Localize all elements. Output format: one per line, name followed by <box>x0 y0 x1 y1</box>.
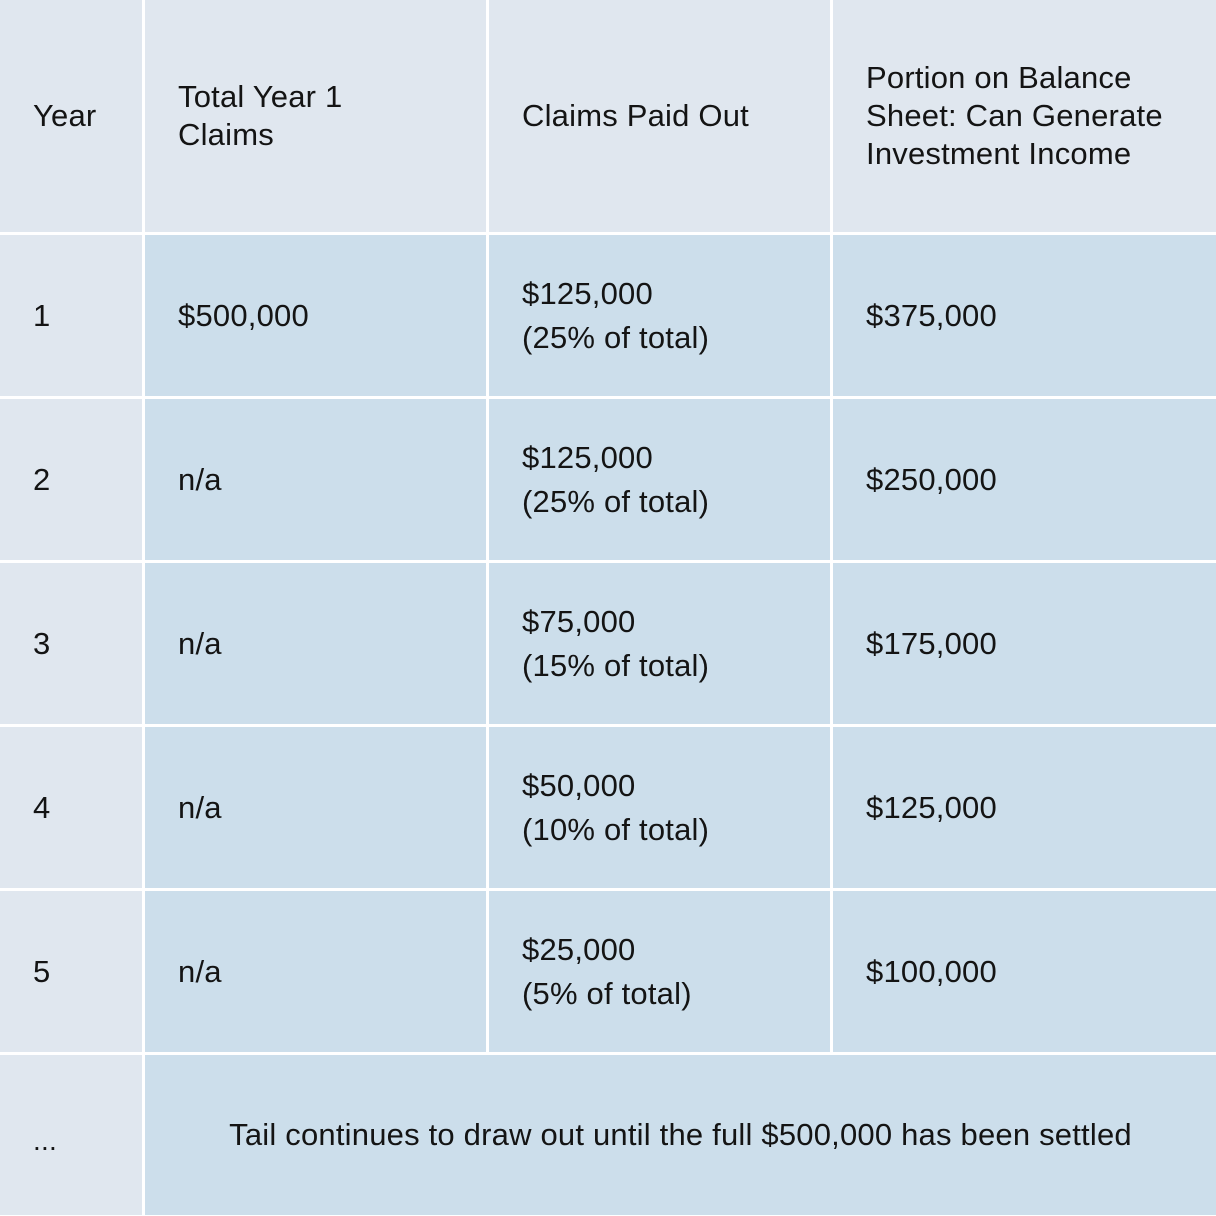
row-5-paid <box>489 891 830 1052</box>
row-3-total: n/a <box>145 563 486 724</box>
header-portion-line-2: Sheet: Can Generate <box>866 98 1163 133</box>
header-total-line-2: Claims <box>178 117 274 152</box>
row-1-paid-pct: (25% of total) <box>522 319 710 355</box>
row-1-paid <box>489 235 830 396</box>
header-portion-line-3: Investment Income <box>866 136 1132 171</box>
header-year-label: Year <box>33 98 97 133</box>
header-total-line-1: Total Year 1 <box>178 79 343 114</box>
row-4-total: n/a <box>145 727 486 888</box>
row-4-year: 4 <box>0 727 142 888</box>
header-paid-label: Claims Paid Out <box>522 98 749 133</box>
row-5-paid-amount: $25,000 <box>522 931 636 967</box>
row-5-year: 5 <box>0 891 142 1052</box>
row-1-portion: $375,000 <box>833 235 1216 396</box>
footer-year-ellipsis: ... <box>0 1055 142 1215</box>
header-total-year1-claims <box>145 0 486 232</box>
row-5-total: n/a <box>145 891 486 1052</box>
row-1-total: $500,000 <box>145 235 486 396</box>
row-3-paid-pct: (15% of total) <box>522 647 710 683</box>
row-3-year: 3 <box>0 563 142 724</box>
header-portion-line-1: Portion on Balance <box>866 60 1132 95</box>
row-3-paid <box>489 563 830 724</box>
header-claims-paid-out <box>489 0 830 232</box>
header-year <box>0 0 142 232</box>
row-4-paid-amount: $50,000 <box>522 767 636 803</box>
row-3-portion: $175,000 <box>833 563 1216 724</box>
footer-tail-note: Tail continues to draw out until the full $500,000 has been settled <box>145 1055 1216 1215</box>
row-2-paid <box>489 399 830 560</box>
row-1-year: 1 <box>0 235 142 396</box>
row-1-paid-amount: $125,000 <box>522 275 653 311</box>
row-2-paid-pct: (25% of total) <box>522 483 710 519</box>
row-3-paid-amount: $75,000 <box>522 603 636 639</box>
row-4-portion: $125,000 <box>833 727 1216 888</box>
row-4-paid <box>489 727 830 888</box>
row-2-portion: $250,000 <box>833 399 1216 560</box>
row-4-paid-pct: (10% of total) <box>522 811 710 847</box>
row-5-paid-pct: (5% of total) <box>522 975 692 1011</box>
row-2-total: n/a <box>145 399 486 560</box>
header-portion-on-balance-sheet <box>833 0 1216 232</box>
row-5-portion: $100,000 <box>833 891 1216 1052</box>
row-2-paid-amount: $125,000 <box>522 439 653 475</box>
row-2-year: 2 <box>0 399 142 560</box>
